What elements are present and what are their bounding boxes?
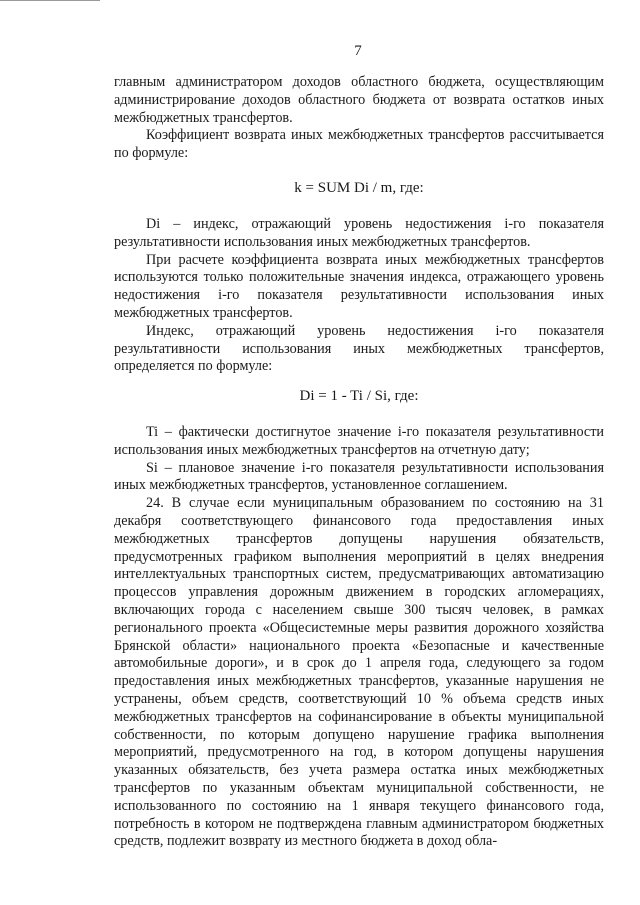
text-block-continuation	[114, 74, 604, 163]
paragraph-positive-values: При расчете коэффициента возврата иных межбюджетных трансфертов используются только положительные значения индекса, отражающего уровень недостижения i-го показателя результативности использования иных межбюджетных трансфертов.	[114, 251, 604, 321]
paragraph-di-definition: Di – индекс, отражающий уровень недостижения i-го показателя результативности использования иных межбюджетных трансфертов.	[114, 216, 604, 250]
formula-k: k = SUM Di / m, где:	[294, 180, 424, 196]
paragraph-si-definition: Si – плановое значение i-го показателя результативности использования иных межбюджетных трансфертов, установленное соглашением.	[114, 459, 604, 494]
paragraph-coefficient-intro: Коэффициент возврата иных межбюджетных трансфертов рассчитывается по формуле:	[114, 127, 604, 162]
paragraph-continuation: главным администратором доходов областного бюджета, осуществляющим администрирование доходов областного бюджета от возврата остатков иных межбюджетных трансфертов.	[114, 74, 604, 126]
paragraph-index-intro: Индекс, отражающий уровень недостижения i-го показателя результативности использования иных межбюджетных трансфертов, определяется по формуле:	[114, 322, 604, 375]
paragraph-24: 24. В случае если муниципальным образованием по состоянию на 31 декабря соответствующего финансового года предоставления иных межбюджетных трансфертов допущены нарушения обязательств, предусмотренных графиком выполнения мероприятий в целях внедрения интеллектуальных транспортных систем, предусматривающих автоматизацию процессов управления дорожным движением в городских агломерациях, включающих города с населением свыше 300 тысяч человек, в рамках регионального проекта «Общесистемные меры развития дорожного хозяйства Брянской области» национального проекта «Безопасные и качественные автомобильные дороги», и в срок до 1 апреля года, следующего за годом предоставления иных межбюджетных трансфертов, указанные нарушения не устранены, объем средств, соответствующий 10 % объема средств иных межбюджетных трансфертов на софинансирование в объекты муниципальной собственности, по которым допущено нарушение графика выполнения мероприятий, предусмотренного на год, в котором допущены нарушения указанных обязательств, без учета размера остатка иных межбюджетных трансфертов по указанным объектам муниципальной собственности, не использованного по состоянию на 1 января текущего финансового года, потребность в котором не подтверждена главным администратором бюджетных средств, подлежит возврату из местного бюджета в доход обла-	[114, 495, 604, 850]
text-block-main	[114, 424, 604, 851]
paragraph-ti-definition: Ti – фактически достигнутое значение i-го показателя результативности использования иных межбюджетных трансфертов на отчетную дату;	[114, 424, 604, 458]
top-edge-line	[0, 0, 100, 1]
formula-di: Di = 1 - Ti / Si, где:	[299, 388, 419, 404]
text-block-definitions	[114, 216, 604, 376]
page-number: 7	[354, 43, 362, 59]
